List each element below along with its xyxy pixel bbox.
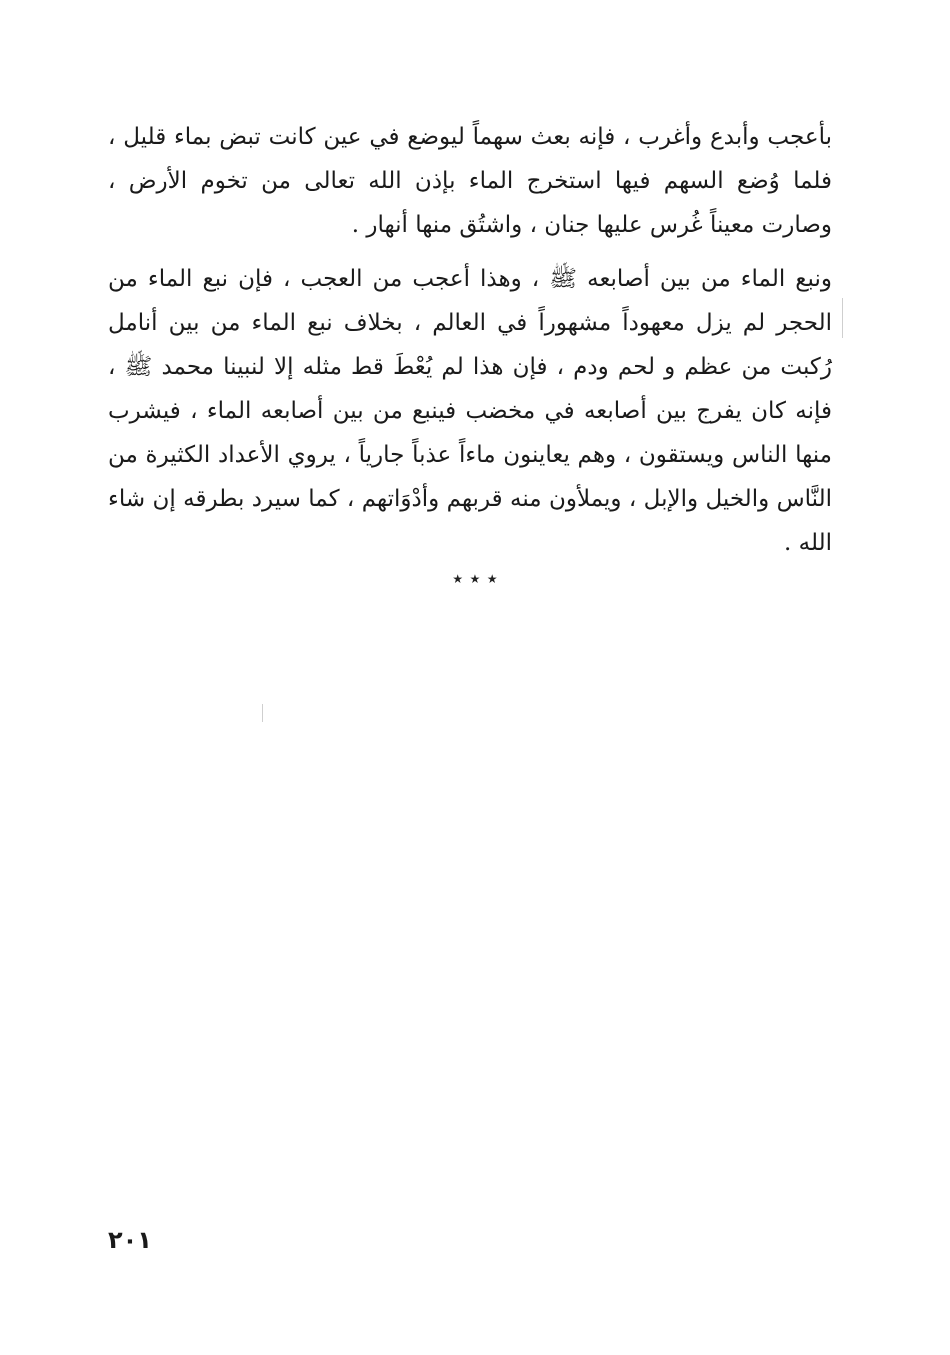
paragraph-1: بأعجب وأبدع وأغرب ، فإنه بعث سهماً ليوضع في عين كانت تبض بماء قليل ، فلما وُضع السهم فيها استخرج الماء بإذن الله تعالى من تخوم الأرض ، وصارت معيناً غُرس عليها جنان ، واشتُق منها أنهار .	[108, 124, 832, 238]
scan-artifact	[842, 298, 843, 338]
page-number: ٢٠١	[108, 1226, 152, 1254]
paragraph-2: ونبع الماء من بين أصابعه ﷺ ، وهذا أعجب من العجب ، فإن نبع الماء من الحجر لم يزل معهوداً مشهوراً في العالم ، بخلاف نبع الماء من بين أنامل رُكبت من عظم و لحم ودم ، فإن هذا لم يُعْطَ قط مثله إلا لنبينا محمد ﷺ ، فإنه كان يفرج بين أصابعه في مخضب فينبع من بين أصابعه الماء ، فيشرب منها الناس ويستقون ، وهم يعاينون ماءاً عذباً جارياً ، يروي الأعداد الكثيرة من النَّاس والخيل والإبل ، ويملأون منه قربهم وأدْوَاتهم ، كما سيرد بطرقه إن شاء الله .	[108, 266, 832, 556]
scan-artifact	[262, 704, 263, 722]
section-separator: ٭ ٭ ٭	[452, 566, 498, 590]
